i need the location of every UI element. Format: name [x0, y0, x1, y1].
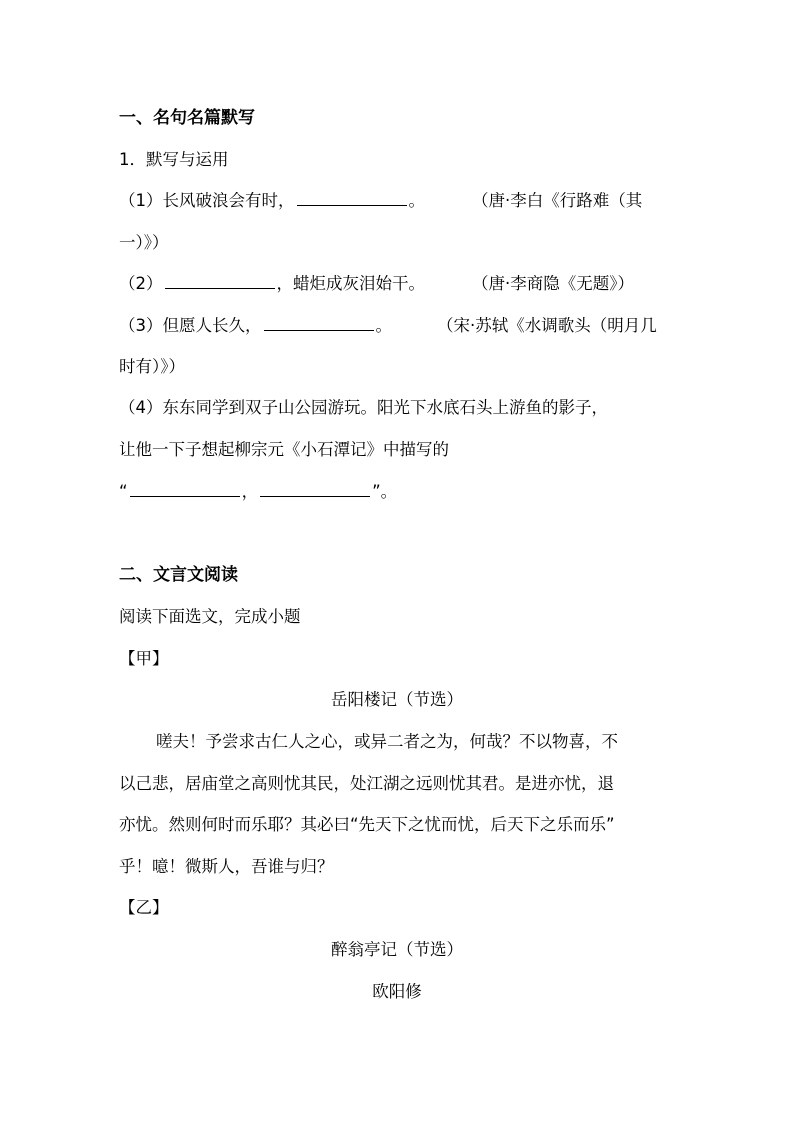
- passage-yi-label: 【乙】: [119, 898, 169, 917]
- passage-jia-label: 【甲】: [119, 649, 169, 668]
- q3-answer-blank[interactable]: [264, 316, 374, 331]
- passage-jia-line-3: 亦忧。然则何时而乐耶？其必曰“先天下之忧而忧，后天下之乐而乐”: [119, 815, 615, 834]
- q4-line-2: 让他一下子想起柳宗元《小石潭记》中描写的: [119, 440, 449, 459]
- passage-yi-title: 醉翁亭记（节选）: [331, 940, 463, 959]
- question-1-title: 1．默写与运用: [119, 150, 229, 169]
- q1-post: 。: [408, 191, 425, 210]
- q2-post: ，蜡炬成灰泪始干。: [276, 274, 425, 293]
- q4-line-1: （4）东东同学到双子山公园游玩。阳光下水底石头上游鱼的影子，: [119, 398, 608, 417]
- q2-pre: （2）: [119, 274, 163, 293]
- q2-line: [119, 273, 425, 295]
- q3-source-b: 时有）》）: [119, 357, 185, 376]
- q3-line: [119, 315, 392, 337]
- passage-jia-title: 岳阳楼记（节选）: [331, 690, 463, 709]
- passage-jia-line-2: 以己悲，居庙堂之高则忧其民，处江湖之远则忧其君。是进亦忧，退: [119, 774, 614, 793]
- q3-post: 。: [375, 316, 392, 335]
- section2-title: 二、文言文阅读: [119, 565, 238, 585]
- q4-answer-blank-2[interactable]: [260, 482, 370, 497]
- q1-pre: （1）长风破浪会有时，: [119, 191, 295, 210]
- q3-source-a: （宋·苏轼《水调歌头（明月几: [437, 316, 657, 335]
- q1-line: [119, 190, 425, 212]
- q1-answer-blank[interactable]: [297, 191, 407, 206]
- passage-yi-author: 欧阳修: [372, 982, 422, 1001]
- passage-jia-line-1: 嗟夫！予尝求古仁人之心，或异二者之为，何哉？不以物喜，不: [156, 732, 618, 751]
- section1-title: 一、名句名篇默写: [119, 108, 255, 128]
- q4-line-3: [119, 481, 397, 503]
- q1-source-b: 一）》）: [119, 233, 169, 252]
- q4-close: ”。: [372, 482, 398, 501]
- q4-answer-blank-1[interactable]: [130, 482, 240, 497]
- q4-comma: ，: [241, 482, 259, 501]
- q2-answer-blank[interactable]: [165, 274, 275, 289]
- q4-open-quote: “: [119, 482, 128, 501]
- passage-jia-line-4: 乎！噫！微斯人，吾谁与归？: [119, 857, 334, 876]
- q2-source: （唐·李商隐《无题》）: [472, 274, 634, 293]
- section2-instruction: 阅读下面选文，完成小题: [119, 607, 301, 626]
- q1-source-a: （唐·李白《行路难（其: [472, 191, 643, 210]
- q3-pre: （3）但愿人长久，: [119, 316, 262, 335]
